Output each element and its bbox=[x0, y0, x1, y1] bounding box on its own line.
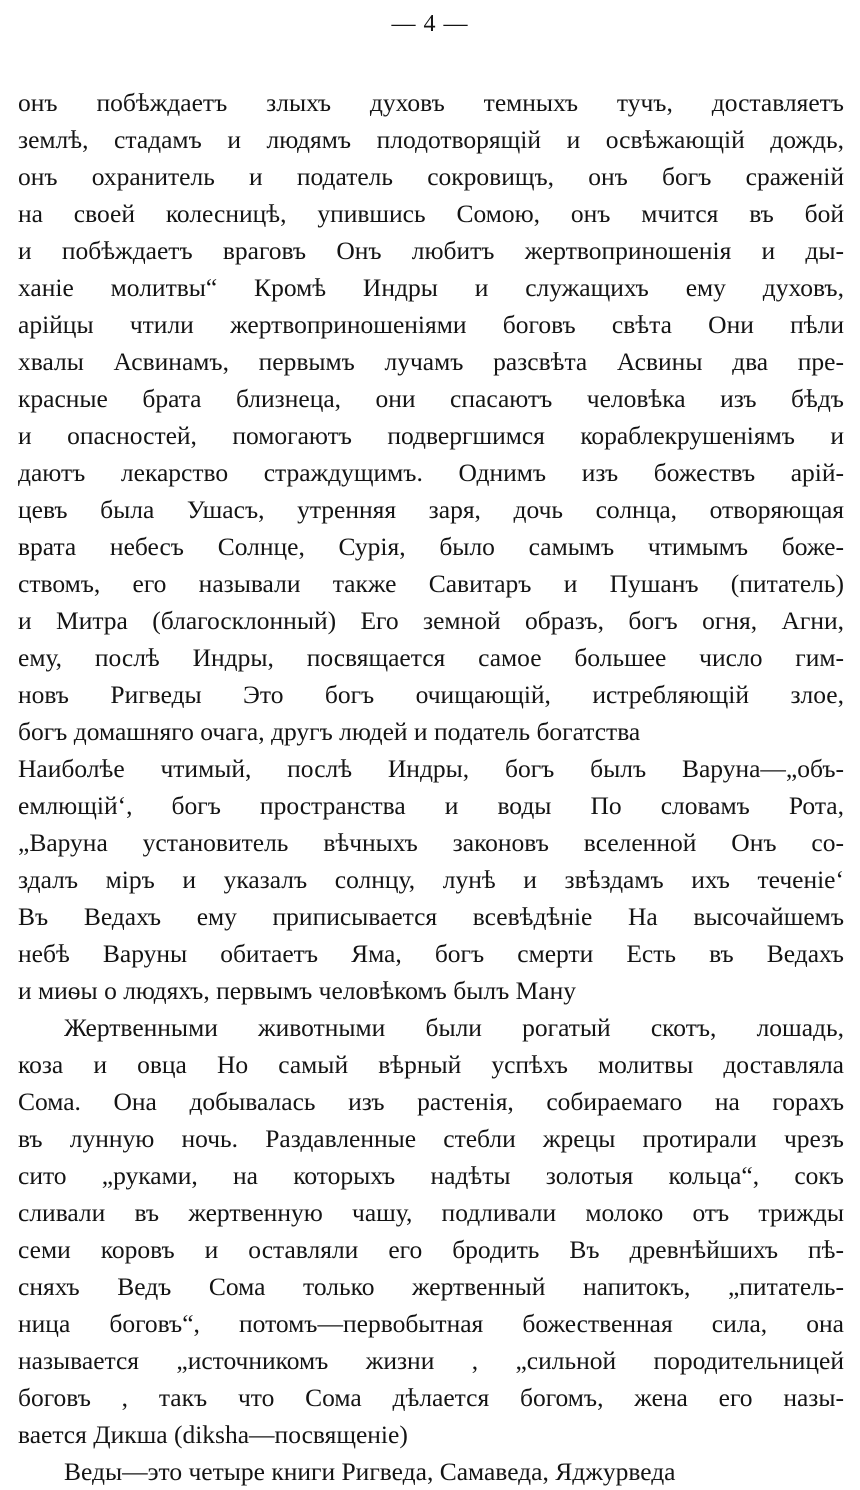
text-line: сняхъ Ведъ Сома только жертвенный напитокъ, „питатель- bbox=[18, 1272, 844, 1301]
text-line: здалъ мiръ и указалъ солнцу, лунѣ и звѣздамъ ихъ теченiе‘ bbox=[18, 865, 844, 894]
text-line: арiйцы чтили жертвоприношенiями боговъ свѣта Они пѣли bbox=[18, 310, 844, 339]
text-line: „Варуна установитель вѣчныхъ законовъ вселенной Онъ со- bbox=[18, 828, 844, 857]
text-line: онъ побѣждаетъ злыхъ духовъ темныхъ тучъ, доставляетъ bbox=[18, 88, 844, 117]
text-line: новъ Ригведы Это богъ очищающiй, истребляющiй злое, bbox=[18, 680, 844, 709]
text-line: цевъ была Ушасъ, утренняя заря, дочь солнца, отворяющая bbox=[18, 495, 844, 524]
text-line: красные брата близнеца, они спасаютъ человѣка изъ бѣдъ bbox=[18, 384, 844, 413]
text-line: Наиболѣе чтимый, послѣ Индры, богъ былъ Варуна—„объ- bbox=[18, 754, 844, 783]
text-line: даютъ лекарство страждущимъ. Однимъ изъ божествъ арiй- bbox=[18, 458, 844, 487]
text-line: Въ Ведахъ ему приписывается всевѣдѣнiе На высочайшемъ bbox=[18, 902, 844, 931]
text-line: ему, послѣ Индры, посвящается самое большее число гим- bbox=[18, 643, 844, 672]
text-line: сито „руками, на которыхъ надѣты золотыя кольца“, сокъ bbox=[18, 1161, 844, 1190]
text-line: боговъ , такъ что Сома дѣлается богомъ, жена его назы- bbox=[18, 1383, 844, 1412]
text-line: небѣ Варуны обитаетъ Яма, богъ смерти Есть въ Ведахъ bbox=[18, 939, 844, 968]
body-text bbox=[18, 84, 844, 1490]
text-line: сливали въ жертвенную чашу, подливали молоко отъ трижды bbox=[18, 1198, 844, 1227]
text-line: семи коровъ и оставляли его бродить Въ древнѣйшихъ пѣ- bbox=[18, 1235, 844, 1264]
text-line: называется „источникомъ жизни , „сильной породительницей bbox=[18, 1346, 844, 1375]
text-line: коза и овца Но самый вѣрный успѣхъ молитвы доставляла bbox=[18, 1050, 844, 1079]
paragraph-first-line: Веды—это четыре книги Ригведа, Самаведа, Яджурведа bbox=[64, 1457, 676, 1486]
text-line: на своей колесницѣ, упившись Сомою, онъ мчится въ бой bbox=[18, 199, 844, 228]
page-number: — 4 — bbox=[391, 11, 469, 37]
text-line: Сома. Она добывалась изъ растенiя, собираемаго на горахъ bbox=[18, 1087, 844, 1116]
text-line: въ лунную ночь. Раздавленные стебли жрецы протирали чрезъ bbox=[18, 1124, 844, 1153]
text-line: ница боговъ“, потомъ—первобытная божественная сила, она bbox=[18, 1309, 844, 1338]
text-line: богъ домашняго очага, другъ людей и податель богатства bbox=[18, 717, 641, 746]
text-line: и миѳы о людяхъ, первымъ человѣкомъ былъ Ману bbox=[18, 976, 577, 1005]
text-line: ствомъ, его называли также Савитаръ и Пушанъ (питатель) bbox=[18, 569, 844, 598]
text-line: землѣ, стадамъ и людямъ плодотворящiй и освѣжающiй дождь, bbox=[18, 125, 844, 154]
text-line: и опасностей, помогаютъ подвергшимся кораблекрушенiямъ и bbox=[18, 421, 844, 450]
text-line: и Митра (благосклонный) Его земной образъ, богъ огня, Агни, bbox=[18, 606, 844, 635]
text-line: и побѣждаетъ враговъ Онъ любитъ жертвоприношенiя и ды- bbox=[18, 236, 844, 265]
text-line: ханiе молитвы“ Кромѣ Индры и служащихъ ему духовъ, bbox=[18, 273, 844, 302]
text-line: вается Дикша (diksha—посвященiе) bbox=[18, 1420, 408, 1449]
text-line: хвалы Асвинамъ, первымъ лучамъ разсвѣта Асвины два пре- bbox=[18, 347, 844, 376]
paragraph-first-line: Жертвенными животными были рогатый скотъ, лошадь, bbox=[64, 1013, 844, 1042]
text-line: онъ охранитель и податель сокровищъ, онъ богъ сраженiй bbox=[18, 162, 844, 191]
text-line: врата небесъ Солнце, Сурiя, было самымъ чтимымъ боже- bbox=[18, 532, 844, 561]
text-line: емлющiй‘, богъ пространства и воды По словамъ Рота, bbox=[18, 791, 844, 820]
